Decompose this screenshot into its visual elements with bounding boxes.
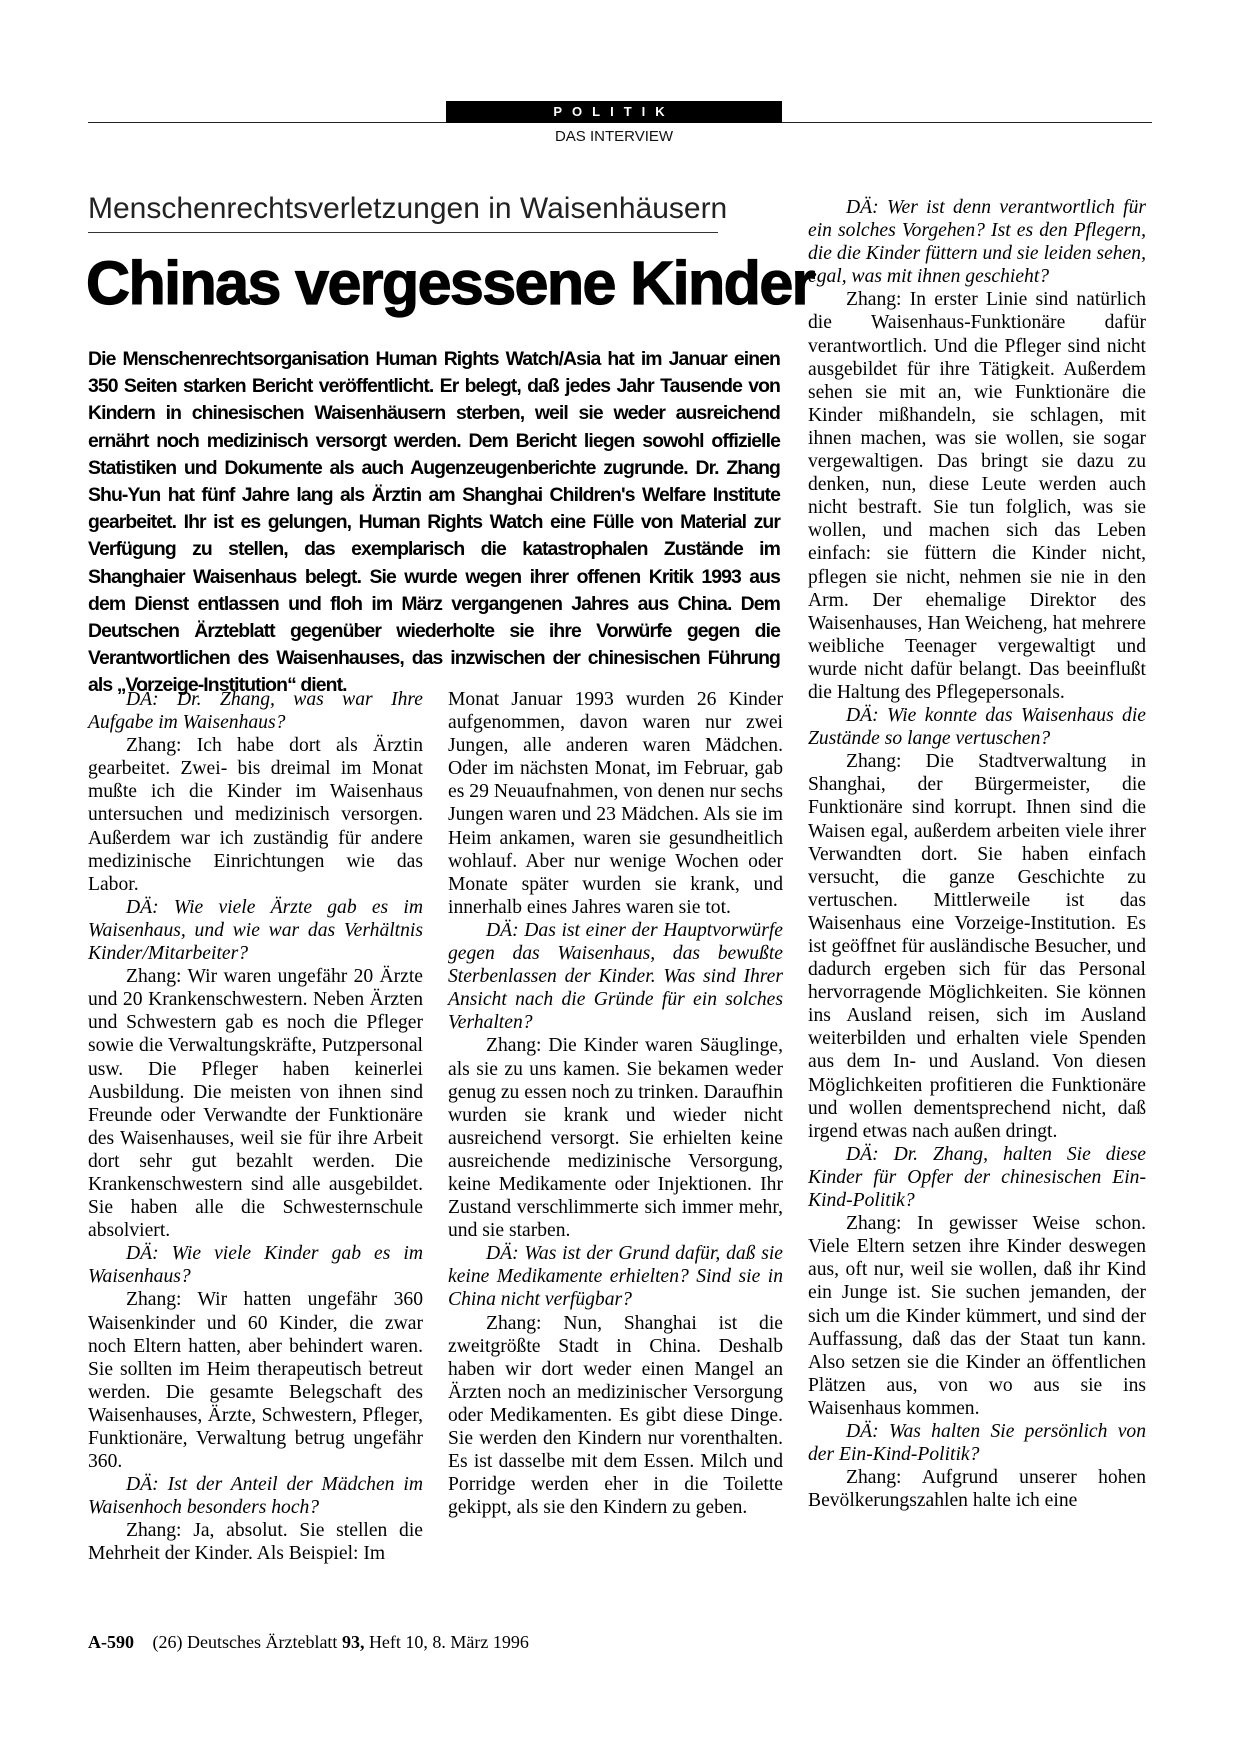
question-paragraph: DÄ: Dr. Zhang, halten Sie diese Kinder für Opfer der chinesischen Ein-Kind-Politik? bbox=[808, 1143, 1146, 1212]
answer-paragraph: Monat Januar 1993 wurden 26 Kinder aufgenommen, davon waren nur zwei Jungen, alle anderen waren Mädchen. Oder im nächsten Monat, im Februar, gab es 29 Neuaufnahmen, von denen nur sechs Jungen waren und 23 Mädchen. Als sie im Heim ankamen, waren sie gesundheitlich wohlauf. Aber nur wenige Wochen oder Monate später wurden sie krank, und innerhalb eines Jahres waren sie tot. bbox=[448, 689, 783, 918]
article-lead: Die Menschenrechtsorganisation Human Rights Watch/Asia hat im Januar einen 350 Seiten starken Bericht veröffentlicht. Er belegt, daß jedes Jahr Tausende von Kindern in chinesischen Waisenhäusern sterben, weil sie weder ausreichend ernährt noch medizinisch versorgt werden. Dem Bericht liegen sowohl offizielle Statistiken und Dokumente als auch Augenzeugenberichte zugrunde. Dr. Zhang Shu-Yun hat fünf Jahre lang als Ärztin am Shanghai Children's Welfare Institute gearbeitet. Ihr ist es gelungen, Human Rights Watch eine Fülle von Material zur Verfügung zu stellen, das exemplarisch die katastrophalen Zustände im Shanghaier Waisenhaus belegt. Sie wurde wegen ihrer offenen Kritik 1993 aus dem Dienst entlassen und floh im März vergangenen Jahres aus China. Dem Deutschen Ärzteblatt gegenüber wiederholte sie ihre Vorwürfe gegen die Verantwortlichen des Waisenhauses, das inzwischen der chinesischen Führung als „Vorzeige-Institution“ dient. bbox=[88, 348, 780, 697]
article-headline: Chinas vergessene Kinder bbox=[86, 249, 814, 317]
question-paragraph: DÄ: Wer ist denn verantwortlich für ein solches Vorgehen? Ist es den Pflegern, die die Kinder füttern und sie leiden sehen, egal, was mit ihnen geschieht? bbox=[808, 197, 1146, 288]
question-paragraph: DÄ: Dr. Zhang, was war Ihre Aufgabe im Waisenhaus? bbox=[88, 689, 423, 734]
answer-paragraph: Zhang: In gewisser Weise schon. Viele Eltern setzen ihre Kinder deswegen aus, oft nur, weil sie wollen, daß ihr Kind ein Junge ist. Sie suchen jemanden, der sich um die Kinder kümmert, und sind der Auffassung, daß das der Staat tun kann. Also setzen sie die Kinder an öffentlichen Plätzen aus, von wo aus sie ins Waisenhaus kommen. bbox=[808, 1213, 1146, 1419]
journal-volume: 93, bbox=[341, 1632, 365, 1652]
answer-paragraph: Zhang: Ja, absolut. Sie stellen die Mehrheit der Kinder. Als Beispiel: Im bbox=[88, 1520, 423, 1565]
page-folio: A-590 bbox=[88, 1632, 134, 1652]
answer-paragraph: Zhang: Die Stadtverwaltung in Shanghai, der Bürgermeister, die Funktionäre sind korrupt. Ihnen sind die Waisen egal, außerdem arbeiten viele ihrer Verwandten dort. Sie haben einfach versucht, die ganze Geschichte zu vertuschen. Mittlerweile ist das Waisenhaus eine Vorzeige-Institution. Es ist geöffnet für ausländische Besucher, und dadurch ergeben sich für das Personal hervorragende Möglichkeiten. Sie können ins Ausland reisen, sich im Ausland weiterbilden und erhalten viele Spenden aus dem In- und Ausland. Von diesen Möglichkeiten profitieren die Funktionäre und wollen dementsprechend nicht, daß irgend etwas nach außen dringt. bbox=[808, 751, 1146, 1142]
question-paragraph: DÄ: Wie konnte das Waisenhaus die Zustände so lange vertuschen? bbox=[808, 705, 1146, 750]
answer-paragraph: Zhang: In erster Linie sind natürlich die Waisenhaus-Funktionäre dafür verantwortlich. Und die Pfleger sind nicht ausgebildet für ihre Tätigkeit. Außerdem sehen sie mit an, wie Funktionäre die Kinder mißhandeln, sie schlagen, mit ihnen machen, was sie wollen, sie sogar vergewaltigen. Das bringt sie dazu zu denken, nun, diese Leute werden auch nicht bestraft. Sie tun folglich, was sie wollen, und machen sich das Leben einfach: sie füttern die Kinder nicht, pflegen sie nicht, nehmen sie nie in den Arm. Der ehemalige Direktor des Waisenhauses, Han Weicheng, hat mehrere weibliche Teenager vergewaltigt und wurde nicht dafür belangt. Das beeinflußt die Haltung des Pflegepersonals. bbox=[808, 289, 1146, 703]
question-paragraph: DÄ: Wie viele Kinder gab es im Waisenhaus? bbox=[88, 1243, 423, 1288]
kicker-rule bbox=[88, 232, 718, 233]
answer-paragraph: Zhang: Aufgrund unserer hohen Bevölkerungszahlen halte ich eine bbox=[808, 1467, 1146, 1512]
article-kicker: Menschenrechtsverletzungen in Waisenhäusern bbox=[88, 192, 728, 225]
question-paragraph: DÄ: Wie viele Ärzte gab es im Waisenhaus, und wie war das Verhältnis Kinder/Mitarbeiter? bbox=[88, 896, 423, 965]
section-label: POLITIK bbox=[446, 101, 782, 123]
question-paragraph: DÄ: Was halten Sie persönlich von der Ein-Kind-Politik? bbox=[808, 1420, 1146, 1466]
answer-paragraph: Zhang: Ich habe dort als Ärztin gearbeitet. Zwei- bis dreimal im Monat mußte ich die Kinder im Waisenhaus untersuchen und medizinisch versorgen. Außerdem war ich zuständig für andere medizinische Einrichtungen wie das Labor. bbox=[88, 735, 423, 895]
journal-issue: Heft 10, 8. März 1996 bbox=[368, 1632, 529, 1652]
question-paragraph: DÄ: Ist der Anteil der Mädchen im Waisenhoch besonders hoch? bbox=[88, 1474, 423, 1519]
text-column-1 bbox=[88, 688, 423, 1566]
page-footer bbox=[88, 1632, 529, 1653]
question-paragraph: DÄ: Das ist einer der Hauptvorwürfe gegen das Waisenhaus, das bewußte Sterbenlassen der Kinder. Was sind Ihrer Ansicht nach die Gründe für ein solches Verhalten? bbox=[448, 919, 783, 1034]
question-paragraph: DÄ: Was ist der Grund dafür, daß sie keine Medikamente erhielten? Sind sie in China nicht verfügbar? bbox=[448, 1243, 783, 1311]
answer-paragraph: Zhang: Wir waren ungefähr 20 Ärzte und 20 Krankenschwestern. Neben Ärzten und Schwestern gab es noch die Pfleger sowie die Verwaltungskräfte, Putzpersonal usw. Die Pfleger haben keinerlei Ausbildung. Die meisten von ihnen sind Freunde oder Verwandte der Funktionäre des Waisenhauses, weil sie für ihre Arbeit dort sehr gut bezahlt werden. Die Krankenschwestern sind alle ausgebildet. Sie haben alle die Schwesternschule absolviert. bbox=[88, 966, 423, 1242]
subsection-label: DAS INTERVIEW bbox=[554, 128, 674, 145]
text-column-2 bbox=[448, 688, 783, 1519]
answer-paragraph: Zhang: Nun, Shanghai ist die zweitgrößte Stadt in China. Deshalb haben wir dort weder einen Mangel an Ärzten noch an medizinischer Versorgung oder Medikamenten. Es gibt diese Dinge. Sie werden den Kindern nur vorenthalten. Es ist dasselbe mit dem Essen. Milch und Porridge werden eher in die Toilette gekippt, als sie den Kindern zu geben. bbox=[448, 1312, 783, 1519]
journal-name: (26) Deutsches Ärzteblatt bbox=[152, 1632, 338, 1652]
answer-paragraph: Zhang: Wir hatten ungefähr 360 Waisenkinder und 60 Kinder, die zwar noch Eltern hatten, aber behindert waren. Sie sollten im Heim therapeutisch betreut werden. Die gesamte Belegschaft des Waisenhauses, Ärzte, Schwestern, Pfleger, Funktionäre, Verwaltung betrug ungefähr 360. bbox=[88, 1289, 423, 1473]
answer-paragraph: Zhang: Die Kinder waren Säuglinge, als sie zu uns kamen. Sie bekamen weder genug zu essen noch zu trinken. Daraufhin wurden sie krank und wieder nicht ausreichend versorgt. Sie erhielten keine ausreichende medizinische Versorgung, keine Medikamente oder Injektionen. Ihr Zustand verschlimmerte sich immer mehr, und sie starben. bbox=[448, 1035, 783, 1242]
text-column-3 bbox=[808, 196, 1146, 1512]
